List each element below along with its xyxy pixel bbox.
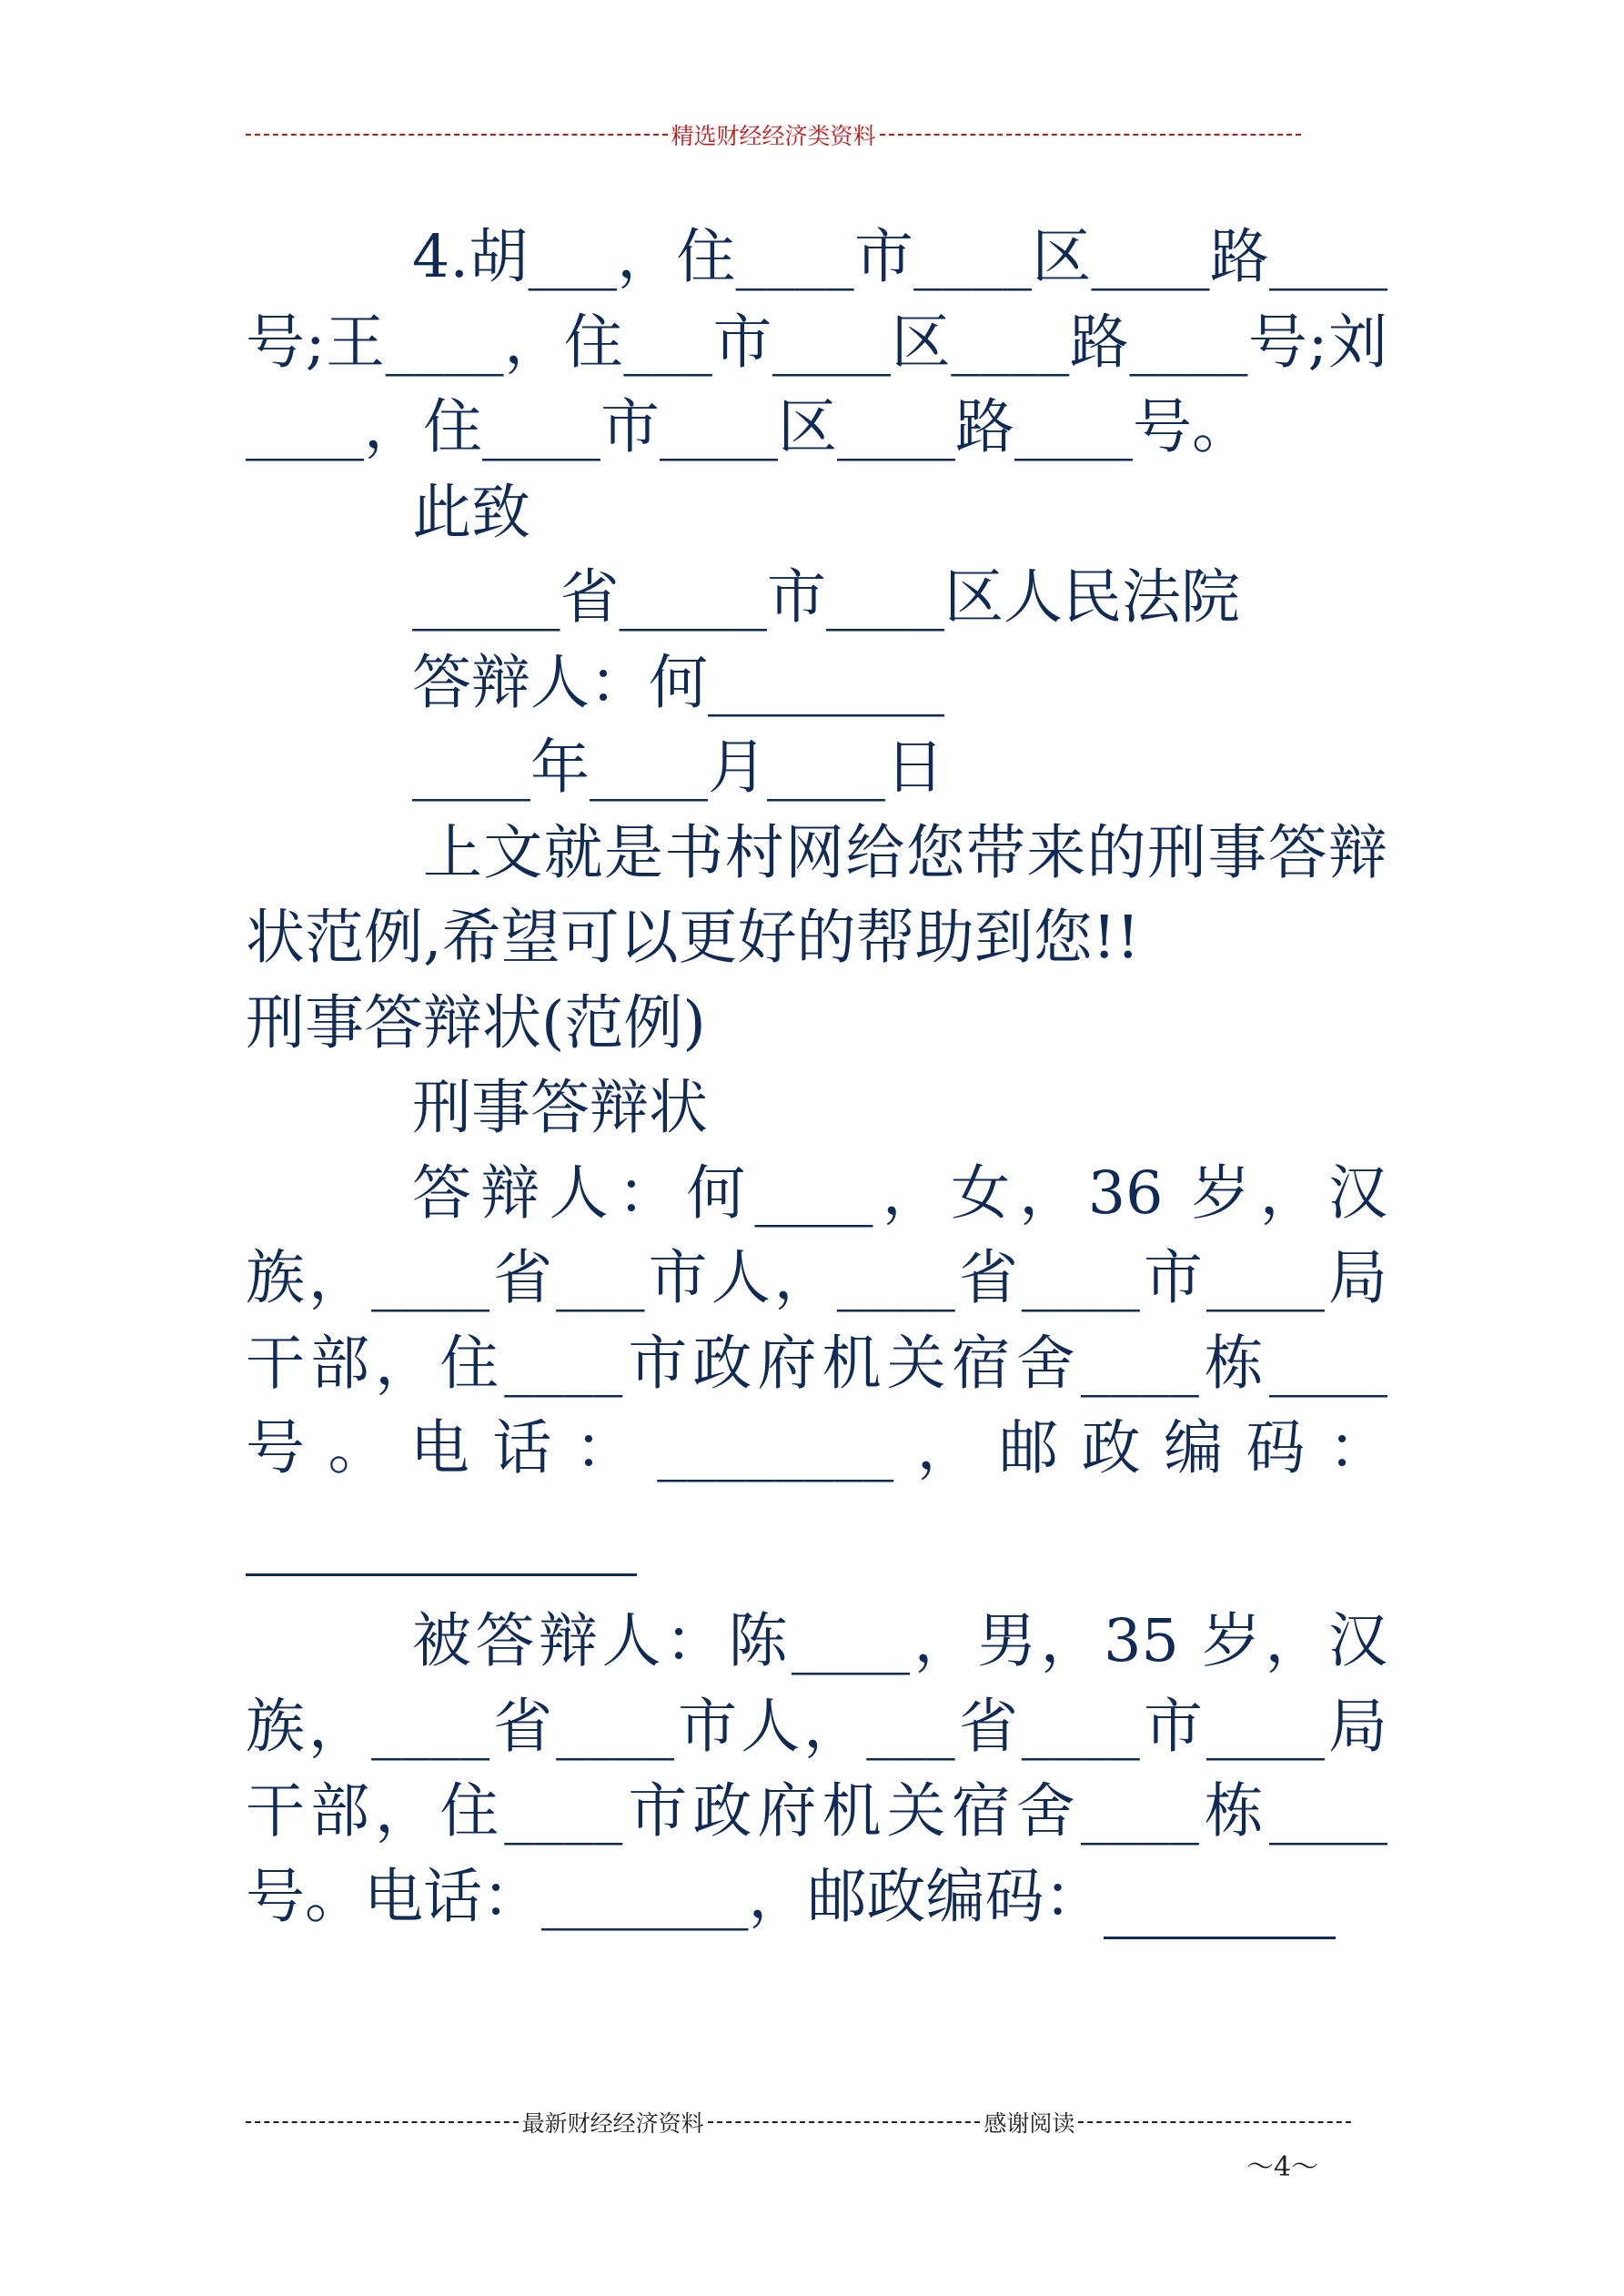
section-title: 刑事答辩状 (412, 1074, 709, 1142)
postal-code-blank (246, 1504, 637, 1576)
header-dash-left (246, 134, 668, 136)
salutation: 此致 (412, 478, 531, 547)
date-line: ____年____月____日 (412, 733, 945, 802)
page-number: ～4～ (1246, 2151, 1319, 2183)
opposing-party-paragraph (246, 1599, 1387, 1939)
defendant-address-paragraph: 4.胡___，住____市____区____路____号;王____，住___市____区____路____号;刘____，住____市____区____路____号。 (246, 223, 1387, 461)
footer-dash-middle (708, 2121, 981, 2123)
header-dash-right (880, 134, 1302, 136)
court-line: _____省_____市____区人民法院 (412, 563, 1241, 632)
footer-left-text: 最新财经经济资料 (521, 2110, 704, 2137)
closing-note: 上文就是书村网给您带来的刑事答辩状范例,希望可以更好的帮助到您!! (246, 818, 1387, 972)
document-body (246, 215, 1387, 1939)
document-title: 刑事答辩状(范例) (246, 988, 706, 1057)
signature-line: 答辩人：何________ (412, 648, 945, 717)
footer-dash-right (1078, 2121, 1351, 2123)
postal-code-blank-2 (1104, 1867, 1336, 1939)
respondent-paragraph (246, 1151, 1387, 1577)
footer-right-text: 感谢阅读 (983, 2110, 1075, 2137)
respondent-text: 答辩人：何____，女，36 岁，汉族，____省___市人，____省____市____局干部，住____市政府机关宿舍____栋____号。电话：________，邮政编码： (246, 1158, 1387, 1482)
page-footer (246, 2104, 1351, 2140)
header-text: 精选财经经济类资料 (671, 123, 876, 149)
opposing-party-text: 被答辩人：陈____，男，35 岁，汉族，____省____市人，___省____市____局干部，住____市政府机关宿舍____栋____号。电话：_______，邮政编码： (246, 1607, 1387, 1931)
footer-dash-left (246, 2121, 519, 2123)
page-header (246, 116, 1301, 153)
